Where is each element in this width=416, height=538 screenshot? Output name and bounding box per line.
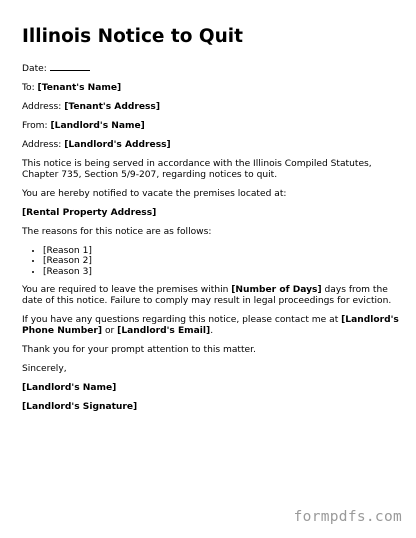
leave-text-after: days from the date of this notice. Failure to comply may result in legal proceedings for eviction.	[22, 284, 392, 306]
landlord-email: [Landlord's Email]	[117, 325, 211, 336]
tenant-name: [Tenant's Name]	[37, 83, 122, 93]
tenant-address: [Tenant's Address]	[64, 102, 160, 112]
landlord-name: [Landlord's Name]	[50, 121, 145, 131]
landlord-address-line	[22, 140, 400, 151]
document-page	[22, 26, 400, 421]
landlord-address-label: Address:	[22, 140, 62, 150]
reason-item: • [Reason 3]	[43, 267, 400, 277]
document-title: Illinois Notice to Quit	[22, 26, 243, 47]
questions-paragraph	[22, 315, 400, 337]
tenant-address-line	[22, 102, 400, 113]
reasons-list	[22, 246, 400, 277]
landlord-phone: [Landlord's Phone Number]	[22, 314, 399, 336]
reasons-intro: The reasons for this notice are as follows:	[22, 227, 212, 237]
served-paragraph: This notice is being served in accordance with the Illinois Compiled Statutes, Chapter 735, Section 5/9-207, regarding notices to quit.	[22, 159, 372, 180]
signer-name: [Landlord's Name]	[22, 382, 117, 393]
date-label: Date:	[22, 64, 47, 74]
leave-text-before: You are required to leave the premises within	[22, 284, 232, 295]
number-of-days: [Number of Days]	[231, 284, 322, 295]
signer-signature-line	[22, 402, 400, 413]
reason-item: • [Reason 1]	[43, 246, 400, 256]
date-line	[22, 62, 400, 75]
leave-paragraph	[22, 285, 400, 307]
tenant-address-label: Address:	[22, 102, 62, 112]
reason-item: • [Reason 2]	[43, 256, 400, 266]
to-label: To:	[22, 83, 35, 93]
questions-text-after: .	[210, 325, 214, 336]
thanks-paragraph: Thank you for your prompt attention to this matter.	[22, 344, 256, 355]
from-label: From:	[22, 121, 48, 131]
closing: Sincerely,	[22, 363, 67, 374]
signer-name-line	[22, 383, 400, 394]
questions-text-middle: or	[102, 325, 118, 336]
landlord-address: [Landlord's Address]	[64, 140, 171, 150]
questions-text-before: If you have any questions regarding this notice, please contact me at	[22, 314, 342, 325]
to-line	[22, 83, 400, 94]
date-blank	[50, 62, 90, 71]
from-line	[22, 121, 400, 132]
rental-property-line	[22, 208, 400, 219]
vacate-paragraph: You are hereby notified to vacate the premises located at:	[22, 189, 287, 199]
signer-signature: [Landlord's Signature]	[22, 401, 138, 412]
watermark: formpdfs.com	[293, 509, 402, 525]
rental-property-address: [Rental Property Address]	[22, 208, 157, 218]
